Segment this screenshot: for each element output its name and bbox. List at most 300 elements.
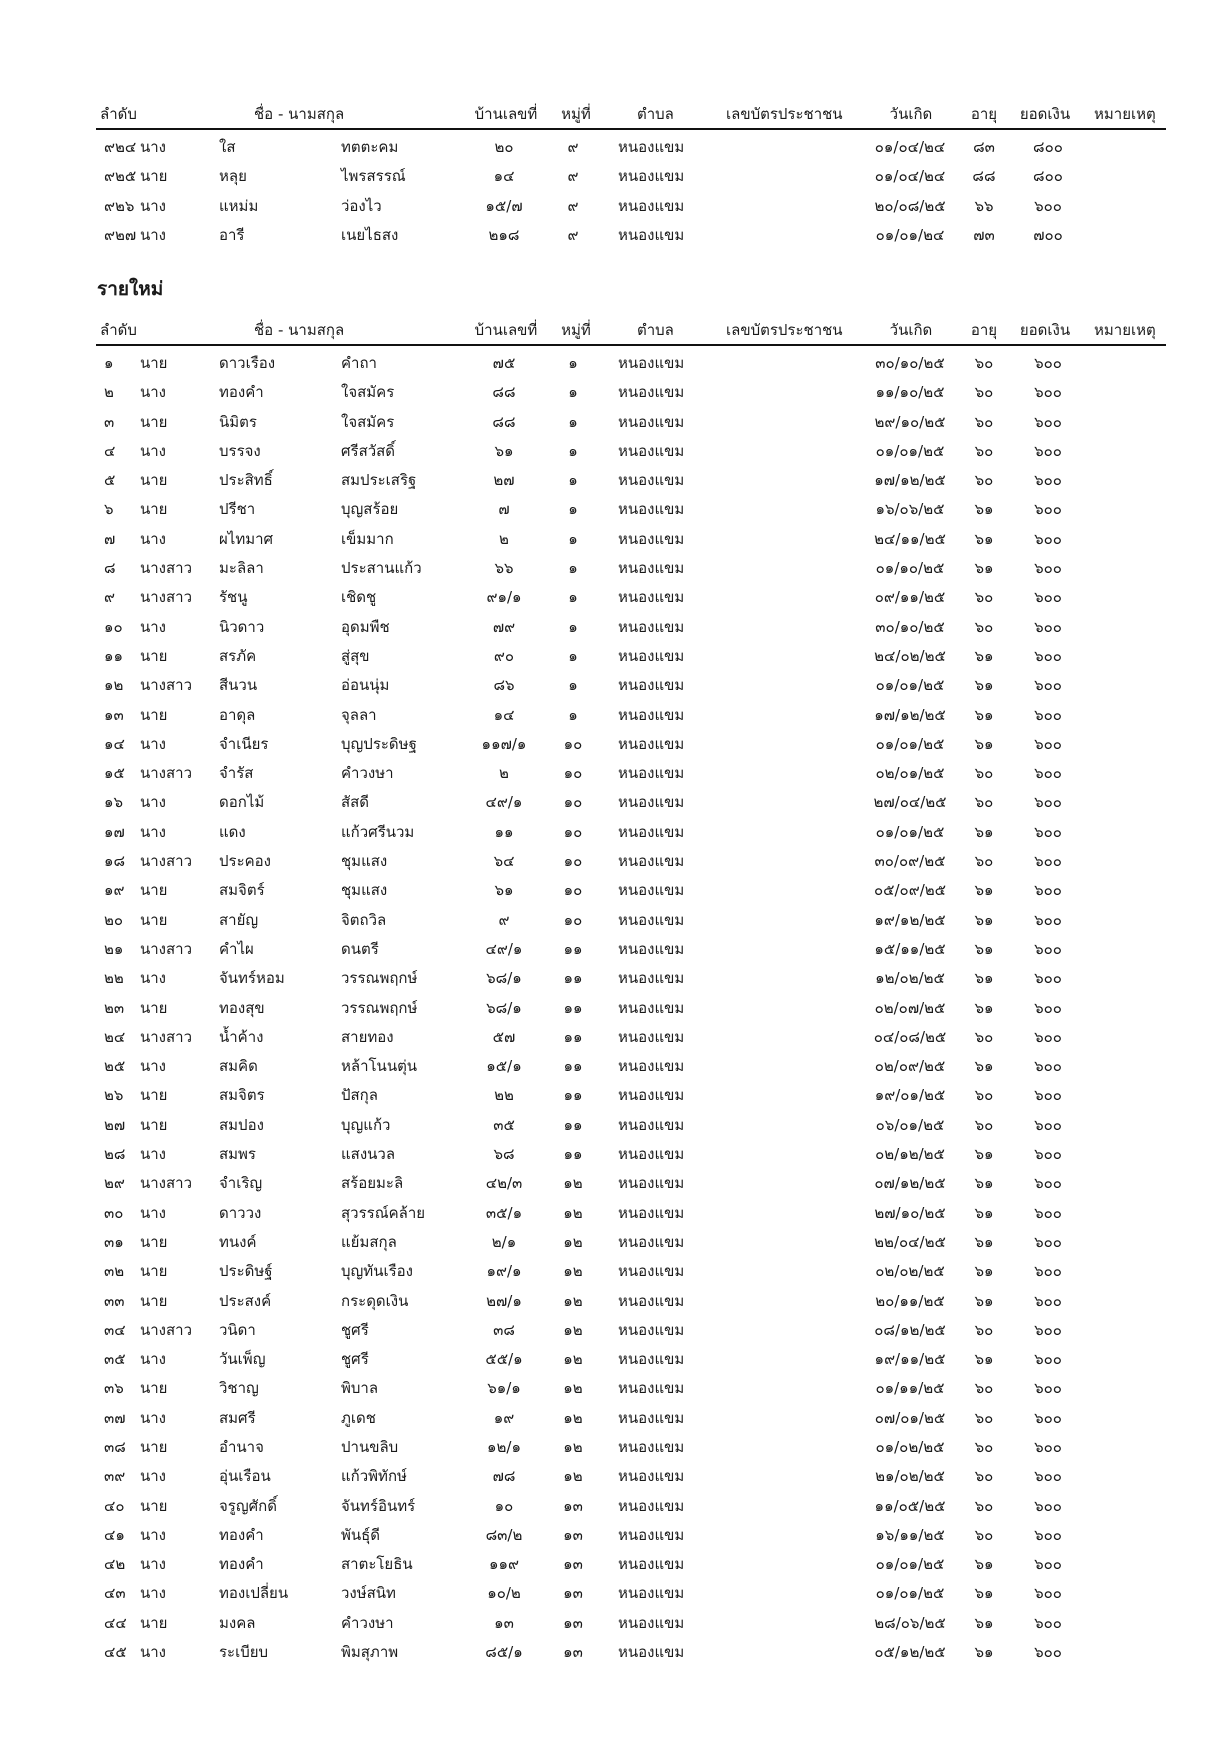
row-tambon: หนองแขม [618,1467,685,1486]
row-birth-date: ๐๒/๐๒/๒๕ [875,1262,945,1281]
row-last-name: หล้าโนนตุ่น [341,1057,418,1076]
row-no: ๑๘ [104,852,126,871]
row-house-no: ๓๕ [493,1115,515,1134]
table-row [96,1196,1166,1225]
row-amount: ๖๐๐ [1034,1643,1062,1662]
row-no: ๒๙ [104,1174,125,1193]
row-first-name: จำเริญ [219,1174,263,1193]
row-birth-date: ๐๒/๐๙/๒๕ [874,1057,946,1076]
row-house-no: ๙ [498,910,510,929]
row-tambon: หนองแขม [618,1115,685,1134]
row-birth-date: ๒๑/๐๒/๒๕ [875,1467,945,1486]
row-tambon: หนองแขม [618,1145,685,1164]
row-prefix: นาย [140,910,168,929]
row-age: ๖๐ [974,471,994,490]
table-row [96,1284,1166,1313]
row-moo: ๑๒ [563,1262,583,1281]
table-new [96,314,1166,1664]
row-prefix: นาง [140,1555,167,1574]
row-house-no: ๒๗/๑ [486,1291,522,1310]
header-age: อายุ [970,321,998,339]
row-age: ๖๑ [974,559,994,578]
row-no: ๒๓ [104,998,125,1017]
row-age: ๖๐ [974,1408,994,1427]
row-first-name: สมศรี [219,1408,256,1427]
row-birth-date: ๐๗/๐๑/๒๕ [874,1408,946,1427]
row-amount: ๖๐๐ [1034,1613,1062,1632]
row-house-no: ๒๒ [494,1086,514,1105]
row-no: ๘ [104,559,116,578]
row-first-name: ประสิทธิ์ [219,471,273,490]
row-age: ๖๑ [974,646,994,665]
row-amount: ๖๐๐ [1034,1203,1062,1222]
row-age: ๖๑ [974,1174,994,1193]
row-moo: ๑๑ [563,998,583,1017]
row-tambon: หนองแขม [618,529,685,548]
row-house-no: ๘๖ [493,676,515,695]
row-house-no: ๘๕/๑ [485,1643,523,1662]
table-row [96,130,1166,159]
table-row [96,1313,1166,1342]
row-moo: ๑ [568,617,578,636]
row-last-name: สู่สุข [341,646,370,665]
row-last-name: ภูเดช [341,1408,376,1427]
row-house-no: ๙๑/๑ [486,588,522,607]
row-age: ๖๑ [974,1643,994,1662]
row-birth-date: ๒๐/๑๑/๒๕ [875,1291,945,1310]
row-prefix: นาง [140,1145,167,1164]
row-prefix: นางสาว [140,852,193,871]
row-amount: ๖๐๐ [1034,646,1062,665]
header-tambon: ตำบล [637,105,674,123]
header-name: ชื่อ - นามสกุล [254,105,345,123]
row-last-name: สร้อยมะลิ [341,1174,404,1193]
row-prefix: นาย [140,1291,168,1310]
row-age: ๖๑ [974,529,994,548]
row-amount: ๖๐๐ [1034,529,1062,548]
row-tambon: หนองแขม [618,1174,685,1193]
row-tambon: หนองแขม [618,588,685,607]
row-birth-date: ๒๙/๑๐/๒๕ [874,412,946,431]
row-no: ๙๒๔ [104,138,137,156]
row-first-name: ผไทมาศ [219,529,274,548]
row-tambon: หนองแขม [618,354,685,372]
row-last-name: วงษ์สนิท [341,1584,396,1603]
row-no: ๓๗ [104,1408,126,1427]
row-house-no: ๘๓/๒ [485,1525,523,1544]
row-house-no: ๖๑/๑ [487,1379,521,1398]
row-last-name: ชุมแสง [341,881,388,900]
row-prefix: นาย [140,1379,168,1398]
row-tambon: หนองแขม [618,939,685,958]
row-last-name: ปานขลิบ [341,1437,399,1456]
row-prefix: นางสาว [140,676,193,695]
row-tambon: หนองแขม [618,1027,685,1046]
table-row [96,580,1166,609]
row-house-no: ๖๔ [493,852,515,871]
row-last-name: พิมสุภาพ [341,1643,399,1662]
row-last-name: ใจสมัคร [341,383,395,402]
row-age: ๖๑ [974,676,994,695]
row-prefix: นาย [140,1232,168,1251]
row-moo: ๑๑ [563,939,583,958]
row-age: ๖๑ [974,705,994,724]
row-birth-date: ๐๑/๐๑/๒๕ [875,1555,945,1574]
row-tambon: หนองแขม [618,196,685,215]
table-row [96,698,1166,727]
row-age: ๖๑ [974,1350,994,1369]
row-birth-date: ๑๑/๑๐/๒๕ [875,383,945,402]
row-no: ๑๖ [104,793,124,812]
row-amount: ๖๐๐ [1034,969,1062,988]
row-first-name: สีนวน [219,676,258,695]
row-no: ๑๒ [104,676,124,695]
row-no: ๑๗ [104,822,125,841]
row-birth-date: ๐๒/๐๗/๒๕ [874,998,946,1017]
row-first-name: น้ำค้าง [219,1027,264,1046]
row-first-name: ใส [219,138,236,156]
row-birth-date: ๒๗/๑๐/๒๕ [874,1203,946,1222]
table-row [96,159,1166,188]
table-row [96,1078,1166,1107]
header-house-no: บ้านเลขที่ [474,321,538,339]
row-tambon: หนองแขม [618,998,685,1017]
row-moo: ๑๓ [563,1613,583,1632]
row-amount: ๖๐๐ [1034,559,1062,578]
header-birth-date: วันเกิด [889,105,933,123]
row-amount: ๘๐๐ [1033,138,1063,156]
row-moo: ๑๑ [563,1115,583,1134]
table-row [96,903,1166,932]
table-row [96,1518,1166,1547]
row-no: ๒๑ [104,939,124,958]
row-house-no: ๑๑๗/๑ [481,734,527,753]
row-last-name: สาตะโยธิน [341,1555,413,1574]
row-no: ๗ [104,529,116,548]
row-first-name: ประดิษฐ์ [219,1262,273,1281]
row-no: ๓๘ [104,1437,126,1456]
row-tambon: หนองแขม [618,1379,685,1398]
row-last-name: ว่องไว [341,196,382,215]
row-last-name: คำถา [341,354,377,372]
row-age: ๖๐ [974,1467,994,1486]
row-moo: ๙ [567,225,579,244]
row-amount: ๖๐๐ [1034,1174,1062,1193]
row-birth-date: ๐๒/๐๑/๒๕ [875,764,945,783]
row-house-no: ๑๑ [494,822,514,841]
table-row [96,961,1166,990]
row-prefix: นาย [140,1613,168,1632]
row-prefix: นาง [140,196,167,215]
row-house-no: ๑๔ [493,167,515,186]
row-house-no: ๖๘/๑ [486,969,522,988]
row-age: ๖๑ [974,1291,994,1310]
row-prefix: นาย [140,705,168,724]
row-birth-date: ๒๐/๐๘/๒๕ [874,196,946,215]
table-row [96,1430,1166,1459]
row-moo: ๑๑ [563,969,583,988]
row-last-name: ไพรสรรณ์ [341,167,406,186]
header-name: ชื่อ - นามสกุล [254,321,345,339]
row-prefix: นางสาว [140,764,193,783]
row-first-name: สมปอง [219,1115,264,1134]
row-house-no: ๖๖ [494,559,514,578]
row-birth-date: ๐๑/๐๑/๒๕ [875,822,945,841]
row-first-name: แดง [219,822,246,841]
row-amount: ๖๐๐ [1034,881,1062,900]
row-amount: ๖๐๐ [1034,1232,1062,1251]
row-amount: ๖๐๐ [1034,471,1062,490]
row-moo: ๑๓ [563,1555,583,1574]
row-age: ๖๐ [974,383,994,402]
row-no: ๒๗ [104,1115,126,1134]
row-prefix: นาง [140,138,167,156]
row-last-name: คำวงษา [341,1613,394,1632]
row-birth-date: ๓๐/๑๐/๒๕ [875,617,945,636]
row-no: ๓๙ [104,1467,126,1486]
table-row [96,991,1166,1020]
table-row [96,551,1166,580]
row-birth-date: ๒๒/๐๔/๒๕ [874,1232,946,1251]
row-age: ๖๐ [974,617,994,636]
row-age: ๖๐ [974,1496,994,1515]
row-house-no: ๔๒/๓ [485,1174,523,1193]
header-id-card: เลขบัตรประชาชน [726,321,843,339]
row-age: ๖๐ [974,412,994,431]
table-row [96,1108,1166,1137]
row-birth-date: ๐๑/๑๐/๒๕ [875,559,945,578]
row-last-name: ปัสกุล [341,1086,378,1105]
table-row [96,756,1166,785]
row-last-name: วรรณพฤกษ์ [341,969,418,988]
row-no: ๑๐ [104,617,123,636]
row-amount: ๖๐๐ [1034,676,1062,695]
header-age: อายุ [970,105,998,123]
row-tambon: หนองแขม [618,764,685,783]
row-first-name: จันทร์หอม [219,969,285,988]
row-tambon: หนองแขม [618,1291,685,1310]
row-amount: ๖๐๐ [1034,1145,1062,1164]
row-house-no: ๘๘ [492,412,516,431]
row-tambon: หนองแขม [618,1232,685,1251]
row-tambon: หนองแขม [618,1555,685,1574]
row-first-name: ประสงค์ [219,1291,272,1310]
row-first-name: สรภัค [219,646,257,665]
row-no: ๙๒๖ [104,196,135,215]
row-no: ๔ [104,441,116,460]
row-age: ๖๑ [974,881,994,900]
row-amount: ๖๐๐ [1034,1057,1062,1076]
row-moo: ๑๓ [563,1584,583,1603]
row-tambon: หนองแขม [618,1057,685,1076]
row-last-name: สมประเสริฐ [341,471,417,490]
table-row [96,1576,1166,1605]
row-birth-date: ๑๙/๐๑/๒๕ [874,1086,946,1105]
row-first-name: สมคิด [219,1057,258,1076]
row-no: ๙ [104,588,115,607]
row-birth-date: ๐๑/๐๔/๒๔ [874,167,946,186]
row-house-no: ๑๐ [494,1496,514,1515]
row-age: ๖๑ [974,1555,994,1574]
row-amount: ๖๐๐ [1034,1027,1062,1046]
row-moo: ๑๒ [563,1379,583,1398]
row-moo: ๑ [568,441,578,460]
row-no: ๙๒๗ [104,225,137,244]
row-moo: ๑๒ [563,1320,583,1339]
row-birth-date: ๐๕/๐๙/๒๕ [874,881,946,900]
row-amount: ๖๐๐ [1034,383,1062,402]
row-tambon: หนองแขม [618,617,685,636]
row-first-name: สมจิตร์ [219,881,265,900]
row-amount: ๖๐๐ [1034,734,1062,753]
row-moo: ๑๒ [563,1437,583,1456]
row-age: ๖๐ [974,354,994,372]
row-first-name: มะลิลา [219,559,264,578]
row-birth-date: ๒๔/๐๒/๒๕ [874,646,946,665]
row-birth-date: ๑๖/๐๖/๒๕ [875,500,945,519]
row-age: ๖๐ [974,1437,994,1456]
row-prefix: นาย [140,1437,168,1456]
row-age: ๖๐ [974,764,994,783]
row-moo: ๑๑ [563,1057,583,1076]
table-row [96,932,1166,961]
row-amount: ๖๐๐ [1034,412,1062,431]
row-age: ๖๐ [974,852,994,871]
row-amount: ๖๐๐ [1034,793,1062,812]
row-moo: ๑๒ [563,1350,583,1369]
row-tambon: หนองแขม [618,969,685,988]
row-amount: ๖๐๐ [1034,588,1062,607]
row-tambon: หนองแขม [618,1262,685,1281]
row-moo: ๑๒ [563,1467,583,1486]
row-first-name: อารี [219,225,245,244]
row-tambon: หนองแขม [618,881,685,900]
row-prefix: นาย [140,646,168,665]
row-last-name: กระดุดเงิน [341,1291,409,1310]
row-no: ๒๖ [104,1086,124,1105]
row-no: ๒๘ [104,1145,126,1164]
row-age: ๖๑ [974,1203,994,1222]
row-tambon: หนองแขม [618,559,685,578]
row-no: ๓๔ [104,1320,126,1339]
row-birth-date: ๐๑/๐๔/๒๔ [874,138,946,156]
row-moo: ๑ [568,676,578,695]
header-amount: ยอดเงิน [1019,321,1071,339]
row-prefix: นาง [140,441,167,460]
row-prefix: นาย [140,1086,168,1105]
row-moo: ๑๒ [563,1203,583,1222]
row-last-name: เนยไธสง [341,225,399,244]
row-birth-date: ๐๑/๐๑/๒๕ [875,734,945,753]
row-birth-date: ๐๙/๑๑/๒๕ [874,588,946,607]
row-moo: ๑ [568,383,578,402]
row-moo: ๑ [568,705,578,724]
row-tambon: หนองแขม [618,822,685,841]
header-remark: หมายเหตุ [1094,321,1156,339]
row-age: ๘๓ [973,138,995,156]
row-house-no: ๒/๑ [491,1232,517,1251]
row-prefix: นาง [140,1203,167,1222]
row-no: ๒๐ [104,910,124,929]
row-birth-date: ๒๔/๑๑/๒๕ [874,529,946,548]
row-first-name: วิชาญ [219,1379,259,1398]
row-house-no: ๒ [499,529,509,548]
row-moo: ๑๒ [563,1408,583,1427]
row-house-no: ๔๙/๑ [485,793,523,812]
table-header [96,98,1166,130]
row-first-name: ทองคำ [219,1555,264,1574]
row-age: ๖๑ [974,1262,994,1281]
row-first-name: ประคอง [219,852,272,871]
row-last-name: ประสานแก้ว [341,559,422,578]
row-last-name: ใจสมัคร [341,412,395,431]
row-moo: ๙ [567,138,579,156]
table-body [96,346,1166,1664]
row-no: ๑๑ [104,646,124,665]
row-last-name: บุญสร้อย [341,500,399,519]
row-amount: ๖๐๐ [1034,822,1062,841]
row-first-name: ดอกไม้ [219,793,265,812]
row-birth-date: ๐๑/๑๑/๒๕ [875,1379,945,1398]
table-row [96,1166,1166,1195]
row-moo: ๑๐ [563,852,583,871]
row-age: ๖๑ [974,1057,994,1076]
row-birth-date: ๐๑/๐๑/๒๕ [875,1584,945,1603]
row-amount: ๖๐๐ [1034,617,1062,636]
row-amount: ๖๐๐ [1034,764,1062,783]
row-age: ๖๐ [974,1086,994,1105]
row-age: ๖๐ [974,1379,994,1398]
row-last-name: ดนตรี [341,939,379,958]
row-house-no: ๖๑ [494,441,514,460]
row-tambon: หนองแขม [618,167,685,186]
row-tambon: หนองแขม [618,1203,685,1222]
row-house-no: ๑๕/๑ [486,1057,522,1076]
row-first-name: ทองคำ [219,1525,264,1544]
row-first-name: ทองเปลี่ยน [219,1584,289,1603]
row-moo: ๑๑ [563,1145,583,1164]
row-age: ๖๐ [974,1525,994,1544]
row-age: ๖๐ [974,441,994,460]
row-prefix: นางสาว [140,1320,193,1339]
table-row [96,1401,1166,1430]
row-birth-date: ๑๙/๑๒/๒๕ [874,910,946,929]
header-amount: ยอดเงิน [1019,105,1071,123]
row-first-name: วนิดา [219,1320,256,1339]
row-prefix: นาง [140,617,167,636]
row-first-name: ระเบียบ [219,1643,269,1662]
row-moo: ๑๐ [563,793,583,812]
row-moo: ๑ [568,646,578,665]
row-no: ๒๕ [104,1057,126,1076]
row-birth-date: ๒๘/๐๖/๒๕ [874,1613,946,1632]
row-last-name: แย้มสกุล [341,1232,397,1251]
row-amount: ๖๐๐ [1034,1555,1062,1574]
row-amount: ๖๐๐ [1034,1086,1062,1105]
row-amount: ๖๐๐ [1034,1496,1062,1515]
row-house-no: ๒ [499,764,509,783]
row-no: ๓๐ [104,1203,124,1222]
row-amount: ๖๐๐ [1034,1115,1062,1134]
row-no: ๒ [104,383,114,402]
row-first-name: รัชนู [219,588,248,607]
header-moo: หมู่ที่ [561,321,591,339]
row-birth-date: ๑๙/๑๑/๒๕ [874,1350,946,1369]
row-no: ๓๕ [104,1350,126,1369]
row-birth-date: ๑๑/๐๕/๒๕ [874,1496,946,1515]
row-tambon: หนองแขม [618,1584,685,1603]
row-tambon: หนองแขม [618,225,685,244]
